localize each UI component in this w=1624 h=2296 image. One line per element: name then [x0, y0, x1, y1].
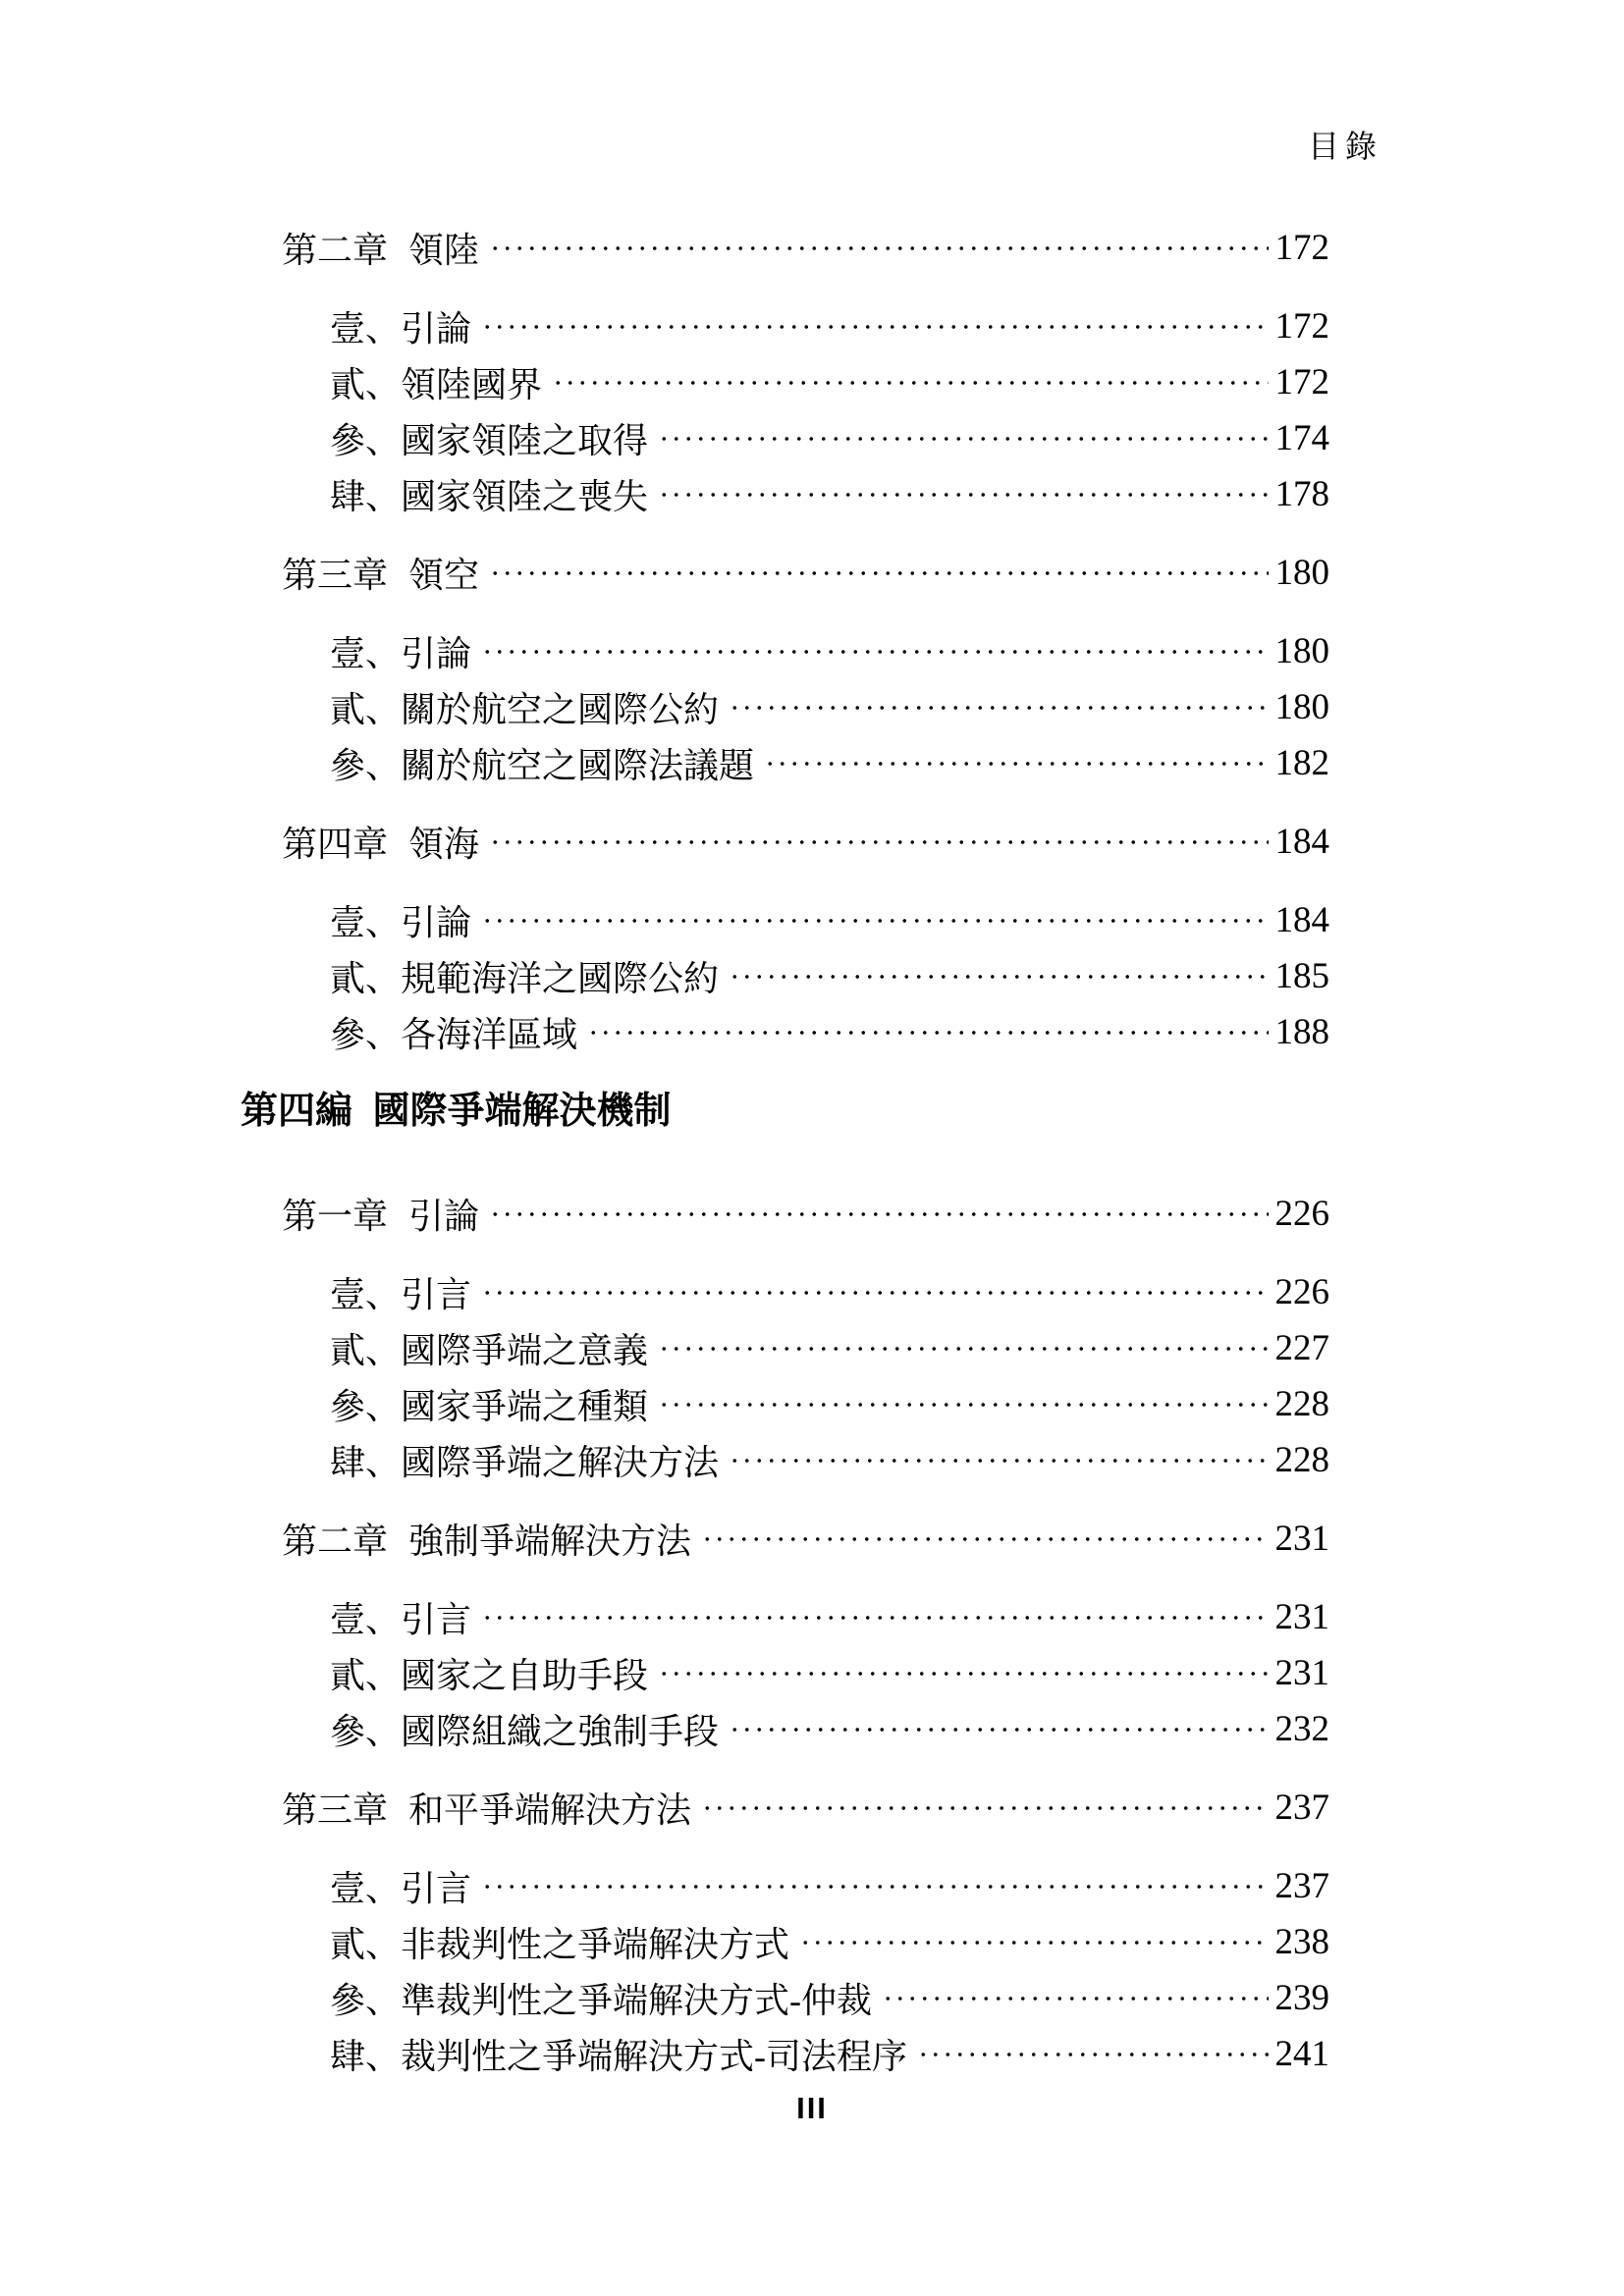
toc-entry-sub: [282, 679, 1329, 735]
toc-entry-sub: [282, 735, 1329, 791]
leader-dots: [729, 973, 1269, 981]
leader-dots: [481, 1289, 1269, 1297]
entry-page-number: 180: [1274, 687, 1329, 727]
entry-label: 壹、引言: [330, 1869, 472, 1908]
entry-label: 第一章 引論: [282, 1197, 480, 1236]
entry-page-number: 174: [1274, 418, 1329, 458]
toc-entry-sub: [282, 948, 1329, 1004]
leader-dots: [552, 379, 1269, 387]
entry-page-number: 231: [1274, 1597, 1329, 1637]
leader-dots: [799, 1939, 1269, 1947]
leader-dots: [658, 1670, 1269, 1678]
entry-page-number: 180: [1274, 631, 1329, 671]
entry-label: 貳、國家之自助手段: [330, 1656, 649, 1695]
toc-entry-sub: [282, 1004, 1329, 1060]
toc-entry-sub: [282, 1701, 1329, 1757]
entry-label: 貳、關於航空之國際公約: [330, 690, 720, 729]
leader-dots: [701, 1535, 1269, 1543]
toc-entry-sub: [282, 1970, 1329, 2026]
entry-label: 參、關於航空之國際法議題: [330, 746, 755, 785]
entry-label: 參、國際組織之強制手段: [330, 1712, 720, 1751]
toc-entry-sub: [282, 1320, 1329, 1376]
footer-page-number: III: [796, 2091, 828, 2125]
entry-label: 壹、引論: [330, 309, 472, 348]
toc-entry-sub: [282, 623, 1329, 679]
toc-entry-chapter: [282, 220, 1329, 276]
entry-label: 參、各海洋區域: [330, 1015, 578, 1054]
toc-entry-sub: [282, 410, 1329, 466]
toc-entry-sub: [282, 466, 1329, 522]
entry-page-number: 172: [1274, 306, 1329, 347]
toc-entry-sub: [282, 1858, 1329, 1914]
leader-dots: [917, 2051, 1269, 2058]
part-heading-label: 第四編 國際爭端解決機制: [241, 1091, 672, 1132]
toc-entry-sub: [282, 354, 1329, 410]
leader-dots: [481, 1614, 1269, 1622]
leader-dots: [701, 1804, 1269, 1812]
toc-entry-chapter: [282, 1780, 1329, 1836]
entry-label: 貳、國際爭端之意義: [330, 1331, 649, 1370]
entry-page-number: 238: [1274, 1922, 1329, 1962]
entry-page-number: 237: [1274, 1788, 1329, 1828]
leader-dots: [489, 244, 1269, 252]
toc-entry-sub: [282, 1914, 1329, 1970]
leader-dots: [481, 323, 1269, 331]
toc-entry-sub: [282, 1264, 1329, 1320]
entry-page-number: 184: [1274, 822, 1329, 862]
entry-label: 第四章 領海: [282, 825, 480, 864]
entry-page-number: 226: [1274, 1272, 1329, 1312]
entry-label: 肆、國際爭端之解決方法: [330, 1443, 720, 1482]
leader-dots: [764, 760, 1269, 768]
entry-label: 參、國家爭端之種類: [330, 1387, 649, 1426]
leader-dots: [489, 838, 1269, 846]
entry-label: 肆、裁判性之爭端解決方式-司法程序: [330, 2037, 907, 2076]
leader-dots: [729, 1457, 1269, 1465]
entry-page-number: 178: [1274, 474, 1329, 514]
entry-page-number: 228: [1274, 1440, 1329, 1480]
leader-dots: [658, 491, 1269, 499]
entry-label: 第三章 和平爭端解決方法: [282, 1790, 692, 1830]
entry-page-number: 231: [1274, 1519, 1329, 1559]
leader-dots: [587, 1029, 1269, 1037]
entry-page-number: 172: [1274, 362, 1329, 402]
entry-page-number: 241: [1274, 2034, 1329, 2074]
entry-label: 貳、規範海洋之國際公約: [330, 959, 720, 998]
toc-entry-sub: [282, 1376, 1329, 1432]
entry-label: 貳、領陸國界: [330, 365, 543, 404]
toc-entry-chapter: [282, 1186, 1329, 1242]
entry-page-number: 231: [1274, 1653, 1329, 1693]
toc-part-heading: [241, 1079, 1329, 1135]
entry-page-number: 172: [1274, 228, 1329, 268]
entry-page-number: 226: [1274, 1194, 1329, 1234]
toc-entry-sub: [282, 2026, 1329, 2082]
entry-label: 第三章 領空: [282, 556, 480, 595]
entry-label: 壹、引論: [330, 634, 472, 673]
running-header-title: 目錄: [1307, 129, 1382, 164]
leader-dots: [729, 1726, 1269, 1734]
entry-page-number: 228: [1274, 1384, 1329, 1424]
entry-page-number: 232: [1274, 1709, 1329, 1749]
leader-dots: [481, 917, 1269, 925]
toc-entry-sub: [282, 1432, 1329, 1488]
leader-dots: [658, 1345, 1269, 1353]
leader-dots: [489, 569, 1269, 577]
leader-dots: [882, 1995, 1269, 2002]
entry-page-number: 188: [1274, 1012, 1329, 1052]
toc-entry-sub: [282, 892, 1329, 948]
leader-dots: [658, 1401, 1269, 1409]
leader-dots: [481, 1883, 1269, 1891]
entry-page-number: 227: [1274, 1328, 1329, 1368]
toc-list: [241, 197, 1329, 2082]
toc-entry-chapter: [282, 814, 1329, 870]
toc-entry-sub: [282, 1589, 1329, 1645]
entry-page-number: 184: [1274, 900, 1329, 940]
entry-label: 第二章 強制爭端解決方法: [282, 1522, 692, 1561]
entry-label: 肆、國家領陸之喪失: [330, 477, 649, 516]
entry-label: 第二章 領陸: [282, 231, 480, 270]
entry-label: 壹、引言: [330, 1275, 472, 1314]
leader-dots: [729, 704, 1269, 712]
toc-entry-sub: [282, 298, 1329, 354]
leader-dots: [489, 1210, 1269, 1218]
entry-label: 貳、非裁判性之爭端解決方式: [330, 1925, 790, 1964]
leader-dots: [658, 435, 1269, 443]
leader-dots: [481, 648, 1269, 656]
entry-page-number: 239: [1274, 1978, 1329, 2018]
entry-page-number: 180: [1274, 553, 1329, 593]
entry-page-number: 185: [1274, 956, 1329, 996]
entry-label: 參、國家領陸之取得: [330, 421, 649, 460]
entry-page-number: 182: [1274, 743, 1329, 783]
toc-entry-sub: [282, 1645, 1329, 1701]
entry-label: 參、準裁判性之爭端解決方式-仲裁: [330, 1981, 872, 2020]
entry-page-number: 237: [1274, 1866, 1329, 1906]
entry-label: 壹、引論: [330, 903, 472, 942]
toc-entry-chapter: [282, 545, 1329, 601]
entry-label: 壹、引言: [330, 1600, 472, 1639]
toc-entry-chapter: [282, 1511, 1329, 1567]
